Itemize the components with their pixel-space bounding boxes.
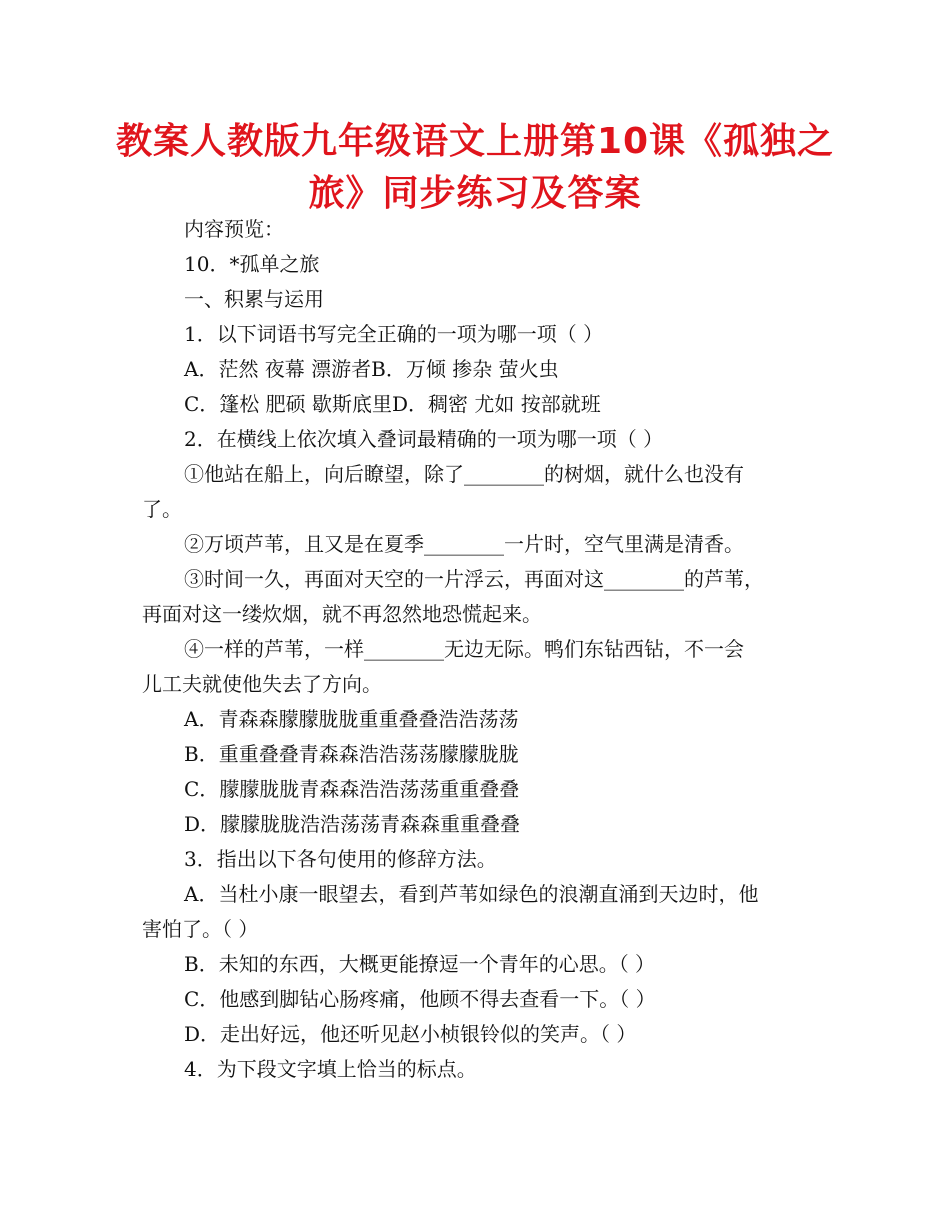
- text-line: 再面对这一缕炊烟，就不再忽然地恐慌起来。: [142, 602, 542, 626]
- text-line: ③时间一久，再面对天空的一片浮云，再面对这________的芦苇，: [184, 567, 764, 591]
- text-line: 儿工夫就使他失去了方向。: [142, 672, 382, 696]
- text-line: A．当杜小康一眼望去，看到芦苇如绿色的浪潮直涌到天边时，他: [184, 882, 759, 906]
- document-body: [142, 212, 812, 1087]
- text-line: B．未知的东西，大概更能撩逗一个青年的心思。（ ）: [184, 952, 656, 976]
- text-line: ④一样的芦苇，一样________无边无际。鸭们东钻西钻，不一会: [184, 637, 744, 661]
- text-line: A．茫然 夜幕 漂游者B．万倾 掺杂 萤火虫: [184, 357, 559, 381]
- text-line: D．朦朦胧胧浩浩荡荡青森森重重叠叠: [184, 812, 521, 836]
- text-line: 1．以下词语书写完全正确的一项为哪一项（ ）: [184, 322, 604, 346]
- text-line: B．重重叠叠青森森浩浩荡荡朦朦胧胧: [184, 742, 519, 766]
- text-line: ②万顷芦苇，且又是在夏季________一片时，空气里满是清香。: [184, 532, 744, 556]
- text-line: D．走出好远，他还听见赵小桢银铃似的笑声。（ ）: [184, 1022, 637, 1046]
- text-line: 害怕了。（ ）: [142, 917, 259, 941]
- text-line: C．篷松 肥硕 歇斯底里D．稠密 尤如 按部就班: [184, 392, 601, 416]
- text-line: 一、积累与运用: [184, 287, 324, 311]
- text-line: 内容预览：: [184, 217, 284, 241]
- text-line: 了。: [142, 497, 182, 521]
- text-line: 4．为下段文字填上恰当的标点。: [184, 1057, 477, 1081]
- document-title: 教案人教版九年级语文上册第10课《孤独之旅》同步练习及答案: [115, 121, 835, 214]
- text-line: ①他站在船上，向后瞭望，除了________的树烟，就什么也没有: [184, 462, 744, 486]
- text-line: A．青森森朦朦胧胧重重叠叠浩浩荡荡: [184, 707, 519, 731]
- text-line: 2．在横线上依次填入叠词最精确的一项为哪一项（ ）: [184, 427, 664, 451]
- text-line: C．他感到脚钻心肠疼痛，他顾不得去查看一下。（ ）: [184, 987, 656, 1011]
- text-line: 10．*孤单之旅: [184, 252, 320, 276]
- text-line: 3．指出以下各句使用的修辞方法。: [184, 847, 497, 871]
- text-line: C．朦朦胧胧青森森浩浩荡荡重重叠叠: [184, 777, 520, 801]
